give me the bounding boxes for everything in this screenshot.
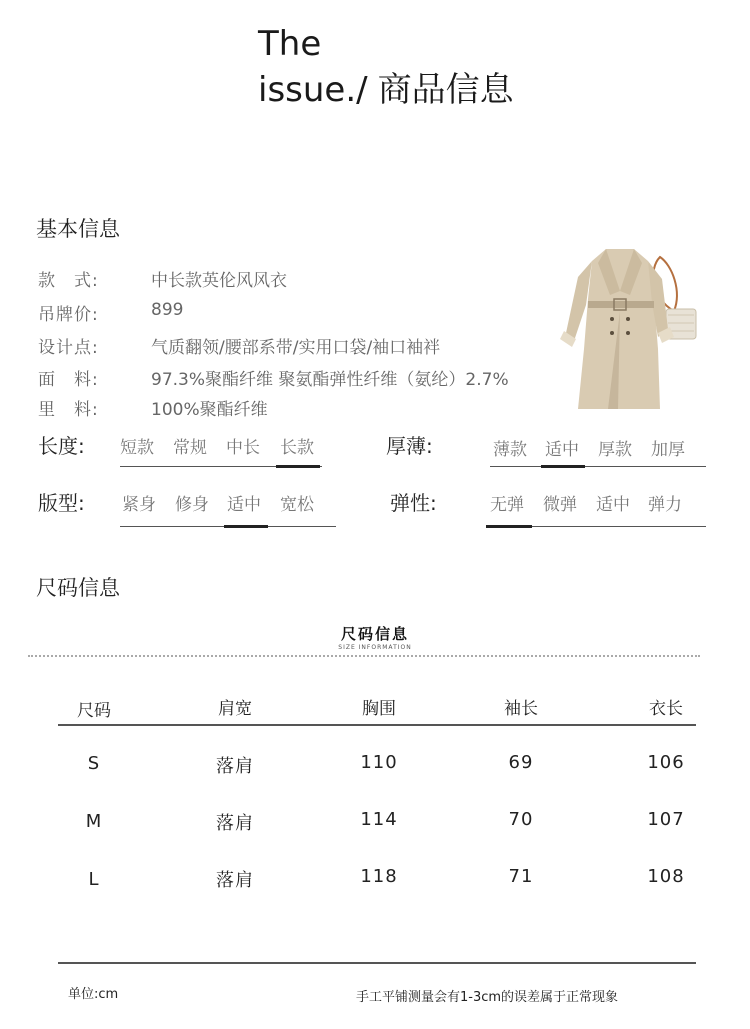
fit-option: 修身 xyxy=(175,495,209,515)
length-option: 短款 xyxy=(120,438,154,458)
elasticity-label: 弹性: xyxy=(390,491,437,515)
spec-label-lining: 里 料: xyxy=(38,400,99,420)
col-header-shoulder: 肩宽 xyxy=(218,699,252,719)
spec-value-price: 899 xyxy=(151,300,184,320)
fit-selected-marker xyxy=(224,525,268,528)
dotted-divider xyxy=(28,655,700,657)
header-title-cn: 商品信息 xyxy=(377,70,514,110)
measurement-note: 手工平铺测量会有1-3cm的误差属于正常现象 xyxy=(356,990,619,1005)
thickness-scale-line xyxy=(490,466,706,467)
fit-option: 紧身 xyxy=(122,495,156,515)
col-header-size: 尺码 xyxy=(77,701,111,721)
length-option: 中长 xyxy=(226,438,260,458)
spec-value-lining: 100%聚酯纤维 xyxy=(151,400,268,420)
fit-label: 版型: xyxy=(38,491,85,515)
table-cell: 落肩 xyxy=(216,813,254,834)
spec-label-style: 款 式: xyxy=(38,271,99,291)
spec-value-fabric: 97.3%聚酯纤维 聚氨酯弹性纤维（氨纶）2.7% xyxy=(151,370,509,390)
thickness-option: 厚款 xyxy=(598,440,632,460)
table-cell: S xyxy=(87,753,101,774)
table-cell: 118 xyxy=(360,866,398,887)
table-cell: 71 xyxy=(508,866,534,887)
thickness-option: 加厚 xyxy=(651,440,685,460)
table-cell: 70 xyxy=(508,809,534,830)
header-the: The xyxy=(258,24,322,64)
table-cell: 69 xyxy=(508,752,534,773)
col-header-sleeve: 袖长 xyxy=(504,699,538,719)
thickness-label: 厚薄: xyxy=(386,434,433,458)
table-cell: 114 xyxy=(360,809,398,830)
spec-value-design: 气质翻领/腰部系带/实用口袋/袖口袖袢 xyxy=(151,338,441,358)
unit-note: 单位:cm xyxy=(68,987,119,1002)
length-option: 常规 xyxy=(173,438,207,458)
elasticity-option: 微弹 xyxy=(543,495,577,515)
basic-info-title: 基本信息 xyxy=(36,217,120,241)
length-label: 长度: xyxy=(38,434,85,458)
elasticity-option: 弹力 xyxy=(648,495,682,515)
elasticity-selected-marker xyxy=(486,525,532,528)
spec-value-style: 中长款英伦风风衣 xyxy=(151,271,287,291)
thickness-option-selected: 适中 xyxy=(545,440,579,460)
table-cell: 108 xyxy=(647,866,685,887)
table-cell: L xyxy=(88,869,100,890)
length-option-selected: 长款 xyxy=(280,438,314,458)
size-table-title: 尺码信息 xyxy=(340,625,409,643)
table-header-rule xyxy=(58,724,696,726)
table-cell: 106 xyxy=(647,752,685,773)
length-selected-marker xyxy=(276,465,320,468)
table-cell: 落肩 xyxy=(216,870,254,891)
header-issue: issue./ xyxy=(258,70,368,110)
spec-label-price: 吊牌价: xyxy=(38,305,99,325)
spec-label-design: 设计点: xyxy=(38,338,99,358)
elasticity-option-selected: 无弹 xyxy=(490,495,524,515)
product-coat-image xyxy=(548,229,708,415)
header-title xyxy=(258,62,514,111)
thickness-selected-marker xyxy=(541,465,585,468)
coat-belt xyxy=(588,301,654,308)
size-table-subtitle: SIZE INFORMATION xyxy=(338,644,412,651)
col-header-length: 衣长 xyxy=(649,699,683,719)
col-header-chest: 胸围 xyxy=(362,699,396,719)
size-info-title: 尺码信息 xyxy=(36,576,120,600)
table-cell: 110 xyxy=(360,752,398,773)
elasticity-option: 适中 xyxy=(596,495,630,515)
table-cell: 107 xyxy=(647,809,685,830)
table-cell: 落肩 xyxy=(216,756,254,777)
table-bottom-rule xyxy=(58,962,696,964)
fit-option: 宽松 xyxy=(280,495,314,515)
thickness-option: 薄款 xyxy=(493,440,527,460)
spec-label-fabric: 面 料: xyxy=(38,370,99,390)
fit-option-selected: 适中 xyxy=(227,495,261,515)
table-cell: M xyxy=(85,811,103,832)
